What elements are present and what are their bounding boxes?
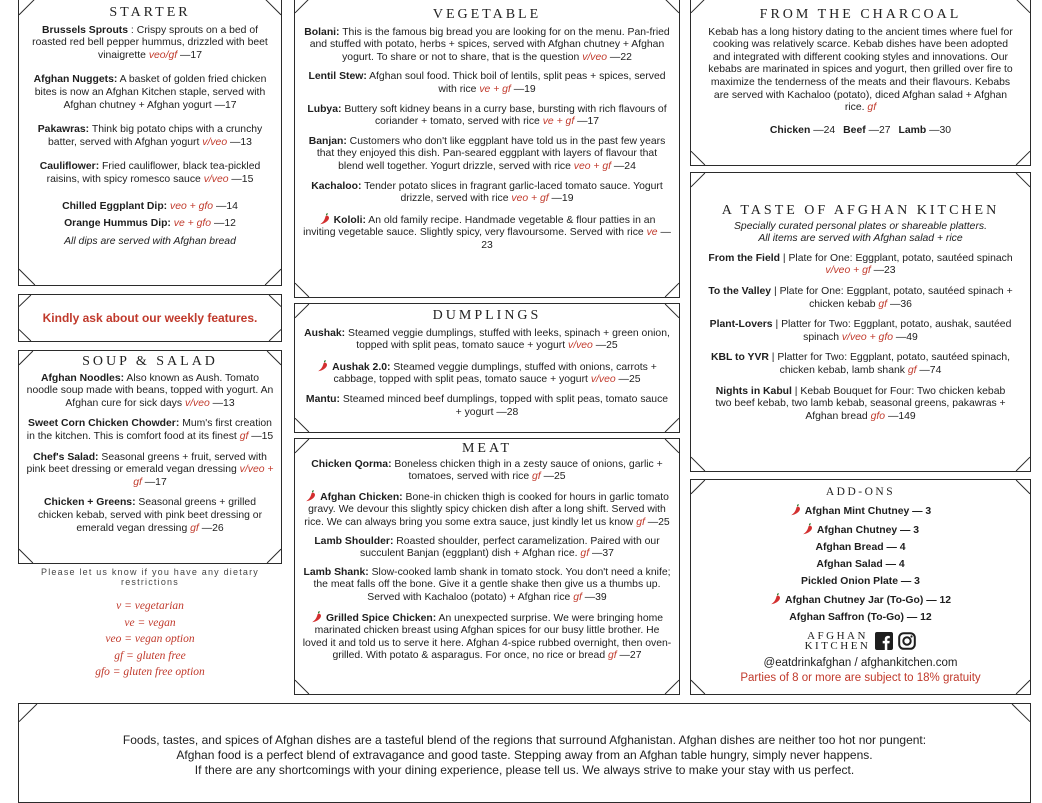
footer-line: Foods, tastes, and spices of Afghan dishes are a tasteful blend of the regions that surround Afghanistan. Afghan dishes are neither too hot nor pungent:: [122, 733, 927, 747]
platter-name: Nights in Kabul: [715, 385, 792, 397]
menu-item-description: Tender potato slices in fragrant garlic-laced tomato sauce. Yogurt drizzle, served with rice: [361, 180, 663, 205]
section-title: DUMPLINGS: [432, 308, 542, 323]
addons-panel: [690, 479, 1031, 695]
dip-item: [27, 201, 273, 214]
dietary-tag: gf: [878, 298, 888, 310]
menu-item: [26, 452, 274, 490]
menu-item: [303, 394, 671, 419]
menu-item-name: Kachaloo:: [311, 180, 362, 192]
kebab-name: Lamb: [898, 124, 927, 136]
taste-subtitle: Specially curated personal plates or shareable platters.: [734, 220, 987, 232]
dietary-tag: v/veo: [184, 397, 210, 409]
menu-item-name: Afghan Nuggets:: [33, 74, 118, 86]
dietary-tag: v/veo + gf: [825, 265, 871, 277]
menu-item-price: —17: [574, 116, 600, 128]
dietary-tag: veo/gf: [148, 49, 178, 61]
addon-item: [699, 504, 1022, 519]
platter-type: Platter for Two:: [777, 352, 848, 364]
dietary-tag: ve + gf: [479, 83, 511, 95]
dietary-tag: gf: [573, 591, 582, 603]
footer-panel: [18, 703, 1031, 803]
addon-text: Afghan Chutney — 3: [816, 524, 920, 536]
menu-item-description: Bone-in chicken thigh is cooked for hours in garlic tomato gravy. We devour this slightly spicy chicken dish after a long shift. Served with rice. We can always bring you some extra sauce, just kindly let us know: [304, 491, 669, 528]
menu-item-name: Afghan Chicken:: [320, 491, 403, 503]
charcoal-tag: gf: [867, 102, 877, 114]
menu-item-description: Think big potato chips with a crunchy batter, served with Afghan yogurt: [48, 124, 263, 148]
price: —30: [926, 124, 952, 136]
menu-item-name: Brussels Sprouts: [42, 24, 129, 36]
menu-item: [26, 373, 274, 411]
addon-text: Afghan Salad — 4: [816, 558, 905, 570]
dietary-tag: gf: [907, 364, 917, 376]
dietary-tag: gf: [580, 548, 590, 560]
dietary-tag: veo + gfo: [170, 200, 214, 212]
legend-entry: gfo = gluten free option: [95, 666, 205, 678]
menu-item-price: —17: [177, 49, 202, 61]
addon-text: Afghan Bread — 4: [815, 541, 906, 553]
menu-item: [27, 124, 273, 149]
menu-item: [303, 360, 671, 387]
menu-item-price: —25: [592, 340, 618, 352]
menu-item-name: Kololi:: [333, 214, 366, 226]
menu-item: [27, 74, 273, 112]
platter-price: —36: [887, 298, 912, 310]
menu-item-description: Roasted shoulder, perfect caramelization. Paired with our succulent Banjan (eggplant) dish + Afghan rice.: [360, 535, 660, 560]
dietary-tag: v/veo: [582, 51, 608, 63]
menu-item-price: —19: [548, 193, 574, 205]
menu-item-description: Seasonal greens + fruit, served with pink beet dressing or emerald vegan dressing: [26, 451, 267, 476]
menu-item-price: —25: [615, 374, 641, 386]
charcoal-description: [699, 27, 1022, 115]
vegetable-panel: [294, 0, 680, 298]
dietary-tag: gf: [636, 516, 645, 528]
menu-item-name: Aushak:: [304, 327, 346, 339]
dietary-tag: v/veo: [590, 374, 616, 386]
menu-item-price: —12: [211, 218, 236, 230]
menu-item-description: : Crispy sprouts on a bed of roasted red bell pepper hummus, drizzled with beet vinaigrette: [32, 24, 268, 61]
charcoal-panel: [690, 0, 1031, 166]
menu-item-price: —17: [141, 476, 167, 488]
menu-item-name: Lamb Shoulder:: [314, 535, 394, 547]
menu-item: [27, 25, 273, 63]
platter-price: —49: [892, 331, 918, 343]
menu-item-price: —13: [209, 397, 235, 409]
legend-entry: veo = vegan option: [105, 633, 195, 645]
platter-description: Eggplant, potato, sautéed spinach, chicken kebab, lamb shank: [779, 352, 1011, 376]
legend-entry: v = vegetarian: [116, 600, 184, 612]
addon-item: [699, 576, 1022, 589]
menu-item: [303, 328, 671, 353]
platter-price: —149: [885, 410, 916, 422]
menu-item-price: —37: [589, 548, 614, 560]
menu-item-name: Lubya:: [307, 103, 342, 115]
kebab-price: [843, 125, 890, 136]
section-title: A TASTE OF AFGHAN KITCHEN: [721, 203, 1000, 218]
menu-item-description: Boneless chicken thigh in a zesty sauce of onions, garlic + tomatoes, served with rice: [391, 458, 663, 483]
addon-item: [699, 542, 1022, 555]
dietary-tag: ve + gf: [542, 116, 575, 128]
chili-pepper-icon: [770, 593, 782, 605]
kebab-name: Chicken: [769, 124, 811, 136]
platter-description: Eggplant, potato, aushak, sautéed spinach: [803, 319, 1012, 343]
meat-panel: [294, 438, 680, 695]
dietary-tag: v/veo: [203, 173, 229, 185]
menu-item-price: —13: [227, 136, 252, 148]
menu-item-price: —23: [481, 227, 671, 251]
menu-item-price: —17: [214, 99, 237, 111]
dietary-tag: gf: [607, 650, 617, 662]
menu-item-price: —26: [198, 522, 224, 534]
menu-item: [301, 459, 673, 484]
social-handles[interactable]: @eatdrinkafghan / afghankitchen.com: [763, 656, 958, 669]
menu-item-name: Lamb Shank:: [303, 566, 369, 578]
menu-item: [26, 418, 274, 443]
menu-item-name: Chicken + Greens:: [44, 497, 136, 509]
menu-item-description: Customers who don't like eggplant have told us in the past few years that they enjoyed this dish. Pan-seared eggplant with layers of flavour that blend well together. Yogurt drizzle, served with rice: [316, 135, 666, 172]
section-title: VEGETABLE: [432, 7, 542, 22]
footer-line: If there are any shortcomings with your dining experience, please tell us. We always strive to make your stay with us perfect.: [194, 763, 855, 777]
platter-description: Eggplant, potato, sautéed spinach: [852, 252, 1013, 264]
platter-item: KBL to YVR | Platter for Two: Eggplant, potato, sautéed spinach, chicken kebab, lamb shank gf —74: [710, 352, 1011, 376]
brand-logo: AFGHAN KITCHEN: [804, 629, 871, 652]
menu-item: [301, 567, 673, 605]
chili-pepper-icon: [802, 523, 814, 535]
menu-item-name: Grilled Spice Chicken:: [325, 612, 437, 624]
menu-item-description: Afghan soul food. Thick boil of lentils, split peas + spices, served with rice: [366, 71, 666, 95]
menu-item-name: Sweet Corn Chicken Chowder:: [28, 418, 180, 430]
dietary-tag: gf: [532, 471, 541, 483]
dips-note: All dips are served with Afghan bread: [64, 235, 236, 247]
platter-price: —74: [916, 364, 942, 376]
menu-item-description: This is the famous big bread you are looking for on the menu. Pan-fried and stuffed with potato, herbs + spices, served with Afghan chutney + Afghan yogurt. To share or not to share, that is the question: [309, 26, 670, 63]
menu-item-description: Mum's first creation in the kitchen. This is comfort food at its finest: [26, 418, 272, 442]
gratuity-note: Parties of 8 or more are subject to 18% gratuity: [740, 672, 981, 685]
menu-item-name: Banjan:: [308, 135, 347, 147]
addon-text: Afghan Chutney Jar (To-Go) — 12: [784, 595, 952, 607]
menu-item-price: —27: [616, 650, 642, 662]
platter-description: Two chicken kebab two beef kebab, two lamb kebab, seasonal greens, pakawras + Afghan bread: [715, 385, 1006, 422]
menu-item-price: —25: [540, 471, 566, 483]
menu-item-description: Seasonal greens + grilled chicken kebab, served with pink beet dressing or emerald vegan dressing: [37, 497, 263, 534]
brand-row: [699, 631, 1022, 651]
addon-item: [699, 523, 1022, 538]
dietary-tag: gfo: [870, 410, 886, 422]
addon-text: Afghan Mint Chutney — 3: [804, 505, 932, 517]
menu-item-name: Pakawras:: [37, 124, 90, 136]
addon-text: Pickled Onion Plate — 3: [801, 575, 920, 587]
menu-item: [301, 611, 673, 663]
addon-item: [699, 612, 1022, 625]
taste-subtitle: All items are served with Afghan salad + rice: [758, 233, 963, 245]
menu-item-price: —22: [607, 51, 632, 63]
weekly-features-text: Kindly ask about our weekly features.: [42, 311, 258, 325]
dietary-tag: v/veo + gf: [133, 464, 274, 488]
menu-item: [26, 497, 274, 535]
dietary-restrictions-note: Please let us know if you have any dietary restrictions: [41, 567, 259, 587]
dietary-tag: v/veo + gfo: [841, 331, 893, 343]
menu-item-description: Steamed veggie dumplings, stuffed with leeks, spinach + green onion, topped with split peas, tomato sauce + yogurt: [345, 327, 670, 352]
menu-item-name: Mantu:: [305, 393, 340, 405]
menu-item-price: —39: [581, 591, 607, 603]
section-title: FROM THE CHARCOAL: [759, 7, 962, 22]
dip-item: [27, 218, 273, 231]
platter-type: Plate for One:: [779, 285, 844, 297]
menu-item-description: A basket of golden fried chicken bites is now an Afghan Kitchen staple, served with Afghan chutney + Afghan yogurt: [34, 74, 267, 111]
section-title: SOUP & SALAD: [82, 354, 218, 369]
platter-description: Eggplant, potato, sautéed spinach + chicken kebab: [809, 285, 1013, 310]
dietary-tag: ve: [646, 227, 658, 239]
addon-item: [699, 559, 1022, 572]
price: —27: [865, 124, 891, 136]
dietary-tag: veo + gf: [573, 160, 612, 172]
dietary-tag: gf: [190, 522, 199, 534]
menu-item-name: Chilled Eggplant Dip:: [62, 200, 168, 212]
menu-item: [303, 181, 671, 206]
menu-item: [303, 27, 671, 65]
menu-item-price: —15: [228, 173, 254, 185]
starter-panel: [18, 0, 282, 286]
menu-item-description: Also known as Aush. Tomato noodle soup made with beans, topped with yogurt. An Afghan cure for sick days: [26, 372, 274, 409]
menu-item-description: Steamed minced beef dumplings, topped with split peas, tomato sauce + yogurt: [339, 393, 669, 418]
chili-pepper-icon: [319, 213, 331, 225]
menu-item-name: Afghan Noodles:: [40, 372, 125, 384]
kebab-price: [899, 125, 952, 136]
charcoal-prices: [699, 125, 1022, 138]
menu-item: [303, 136, 671, 174]
dietary-tag: v/veo: [202, 136, 228, 148]
platter-name: From the Field: [708, 252, 780, 264]
platter-type: Plate for One:: [788, 252, 853, 264]
menu-item-price: —28: [496, 406, 519, 418]
legend-entry: gf = gluten free: [114, 649, 186, 662]
menu-item-price: —25: [644, 516, 670, 528]
dietary-tag: v/veo: [568, 340, 593, 352]
section-title: MEAT: [461, 441, 513, 456]
menu-item-name: Aushak 2.0:: [332, 361, 391, 373]
section-title: STARTER: [109, 5, 191, 20]
dietary-tag: gf: [239, 430, 249, 442]
dietary-tag: veo + gf: [511, 193, 549, 205]
menu-item-price: —15: [248, 430, 274, 442]
taste-panel: [690, 172, 1031, 472]
instagram-icon[interactable]: [898, 632, 916, 650]
menu-item-name: Bolani:: [304, 26, 340, 38]
soup-salad-panel: [18, 350, 282, 564]
charcoal-text: Kebab has a long history dating to the ancient times where fuel for cooking was relatively scarce. Kebab dishes have been adopted and integrated with different cooking styles and innovations. Our kebabs are marinated in spices and yogurt, then grilled over fire to maximize the tenderness of the meats and their flavours. Kebabs are served with Kachaloo (potato), diced Afghan salad + Afghan rice.: [708, 26, 1013, 114]
menu-item-name: Chef's Salad:: [33, 451, 99, 463]
price: —24: [810, 124, 836, 136]
legend-entry: ve = vegan: [124, 616, 176, 629]
platter-type: Platter for Two:: [781, 319, 851, 331]
menu-item-name: Chicken Qorma:: [311, 458, 392, 470]
menu-item-description: Slow-cooked lamb shank in tomato stock. You don't need a knife; the meat falls off the bone. Give it a gentle shake then give us a thumbs up. Served with Kachaloo (potato) + Afghan rice: [313, 566, 671, 603]
menu-item-description: Buttery soft kidney beans in a curry base, bursting with rich flavours of coriander + tomato, served with rice: [341, 103, 667, 128]
menu-item: [303, 104, 671, 129]
chili-pepper-icon: [317, 360, 329, 372]
platter-price: —23: [870, 265, 896, 277]
dietary-tag: ve + gfo: [173, 218, 212, 230]
dietary-legend: [18, 598, 282, 681]
menu-item-price: —24: [611, 160, 636, 172]
addon-item: [699, 593, 1022, 608]
chili-pepper-icon: [311, 611, 323, 623]
weekly-features-panel: [18, 294, 282, 342]
chili-pepper-icon: [305, 490, 317, 502]
menu-item-price: —19: [510, 83, 536, 95]
menu-item-price: —14: [213, 200, 238, 212]
menu-item-name: Orange Hummus Dip:: [64, 218, 171, 230]
facebook-icon[interactable]: [875, 632, 893, 650]
dumplings-panel: [294, 303, 680, 433]
menu-item: [303, 71, 671, 96]
footer-line: Afghan food is a perfect blend of extravagance and good taste. Stepping away from an Afghan table hungry, simply never happens.: [176, 748, 873, 762]
platter-item: Plant-Lovers | Platter for Two: Eggplant, potato, aushak, sautéed spinach v/veo + gfo —49: [709, 319, 1012, 343]
kebab-name: Beef: [843, 124, 866, 136]
menu-item-name: Cauliflower:: [39, 161, 100, 173]
section-title: ADD-ONS: [825, 486, 896, 498]
kebab-price: [770, 125, 835, 136]
menu-item-name: Lentil Stew:: [308, 71, 367, 83]
menu-item: [301, 536, 673, 561]
platter-name: To the Valley: [708, 285, 772, 297]
menu-item-description: Fried cauliflower, black tea-pickled raisins, with spicy romesco sauce: [46, 161, 261, 185]
platter-item: To the Valley | Plate for One: Eggplant, potato, sautéed spinach + chicken kebab gf —36: [708, 285, 1013, 310]
platter-name: KBL to YVR: [710, 352, 769, 364]
chili-pepper-icon: [790, 504, 802, 516]
platter-type: Kebab Bouquet for Four:: [800, 385, 915, 397]
menu-item: [27, 161, 273, 186]
menu-item: [303, 213, 671, 253]
platter-name: Plant-Lovers: [709, 319, 773, 331]
platter-item: From the Field | Plate for One: Eggplant, potato, sautéed spinach v/veo + gf —23: [708, 252, 1013, 277]
menu-item-description: Steamed veggie dumplings, stuffed with onions, carrots + cabbage, topped with split peas, tomato sauce + yogurt: [333, 361, 657, 386]
menu-item-description: An old family recipe. Handmade vegetable & flour patties in an inviting vegetable sauce. Slightly spicy, very flavoursome. Served with rice: [303, 214, 656, 239]
menu-item: [301, 490, 673, 530]
menu-item-description: An unexpected surprise. We were bringing home marinated chicken breast using Afghan spices for our busy little brother. He loved it and told us to serve it here. Afghan 4-spice rubbed overnight, then oven-grilled. With potato & asparagus. For once, no rice or bread: [302, 612, 672, 662]
platter-item: Nights in Kabul | Kebab Bouquet for Four: Two chicken kebab two beef kebab, two lamb kebab, seasonal greens, pakawras + Afghan bread gfo —149: [715, 385, 1006, 422]
addon-text: Afghan Saffron (To-Go) — 12: [789, 612, 932, 624]
